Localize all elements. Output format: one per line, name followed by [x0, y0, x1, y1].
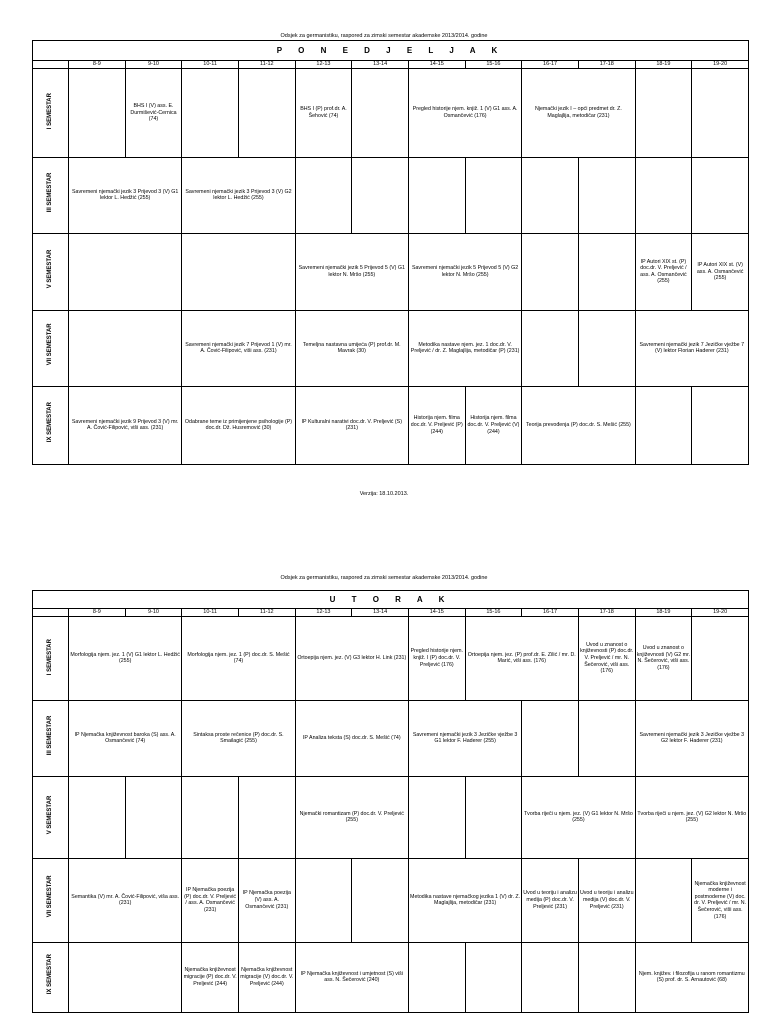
class-cell: IP Analiza teksta (S) doc.dr. S. Mešić (74) [295, 700, 408, 776]
semester-label: VII SEMESTAR [46, 322, 53, 365]
class-cell: Ortoepija njem. jez. (P) prof.dr. E. Zilić / mr. D. Marić, viši ass. (176) [465, 616, 578, 700]
class-cell: Ortoepija njem. jez. (V) G3 lektor H. Link (231) [295, 616, 408, 700]
class-cell: IP Njemačka književnost baroka (S) ass. A. Osmančević (74) [69, 700, 182, 776]
hours-row [33, 609, 749, 617]
semester-label: IX SEMESTAR [46, 401, 53, 442]
hour-cell: 9-10 [125, 609, 182, 617]
class-cell: BHS I (V) ass. E. Durmišević-Cernica (74) [125, 68, 182, 157]
day-title-tuesday: U T O R A K [33, 591, 749, 609]
class-cell: Tvorba riječi u njem. jez. (V) G2 lektor N. Mršo (255) [635, 776, 748, 858]
class-cell: Pregled historije njem. knjiž. I (P) doc.dr. V. Preljević (176) [408, 616, 465, 700]
class-cell: BHS I (P) prof.dr. A. Šehović (74) [295, 68, 352, 157]
class-cell: Savremeni njemački jezik 7 Prijevod 1 (V) mr. A. Čović-Filipović, viši ass. (231) [182, 310, 295, 386]
hour-cell: 18-19 [635, 61, 692, 69]
hour-cell: 15-16 [465, 61, 522, 69]
page-header-tuesday: Odsjek za germanistiku, raspored za zimski semestar akademske 2013/2014. godine [280, 575, 488, 581]
class-cell: Uvod u znanost o književnosti (P) doc.dr. V. Preljević / mr. N. Šečerović, viši ass. (176) [578, 616, 635, 700]
semester-label: III SEMESTAR [46, 172, 53, 212]
class-cell: Njemačka književnost migracije (P) doc.dr. V. Preljević (244) [182, 942, 239, 1012]
day-title-monday: P O N E D J E L J A K [33, 41, 749, 61]
hour-cell: 12-13 [295, 609, 352, 617]
hour-cell: 11-12 [238, 61, 295, 69]
hour-cell: 11-12 [238, 609, 295, 617]
hour-cell: 10-11 [182, 609, 239, 617]
class-cell: Tvorba riječi u njem. jez. (V) G1 lektor N. Mršo (255) [522, 776, 635, 858]
class-cell: Njemački romantizam (P) doc.dr. V. Preljević (255) [295, 776, 408, 858]
hour-cell: 14-15 [408, 609, 465, 617]
version-label: Verzija: 18.10.2013. [359, 491, 409, 497]
class-cell: Savremeni njemački jezik 5 Prijevod 5 (V) G1 lektor N. Mršo (255) [295, 233, 408, 310]
class-cell: IP Njemačka poezija (P) doc.dr. V. Preljević / ass. A. Osmančević (231) [182, 858, 239, 942]
hour-cell: 16-17 [522, 609, 579, 617]
class-cell: Pregled historije njem. knjiž. 1 (V) G1 ass. A. Osmančević (176) [408, 68, 521, 157]
class-cell: Savremeni njemački jezik 7 Jezičke vježbe 7 (V) lektor Florian Haderer (231) [635, 310, 748, 386]
hour-cell: 19-20 [692, 61, 749, 69]
class-cell: Sintaksa proste rečenice (P) doc.dr. S. Smailagić (255) [182, 700, 295, 776]
class-cell: Savremeni njemački jezik 3 Jezičke vježbe 3 G1 lektor F. Haderer (255) [408, 700, 521, 776]
class-cell: Metodika nastave njemačkog jezika 1 (V) dr. Z. Maglajlija, metodičar (231) [408, 858, 521, 942]
class-cell: Njemačka književnost migracije (V) doc.dr. V. Preljević (244) [238, 942, 295, 1012]
semester-label: V SEMESTAR [46, 795, 53, 834]
semester-label: IX SEMESTAR [46, 953, 53, 994]
class-cell: Metodika nastave njem. jez. 1 doc.dr. V. Preljević / dr. Z. Maglajlija, metodičar (P) (231) [408, 310, 521, 386]
class-cell: Savremeni njemački jezik 9 Prijevod 3 (V) mr. A. Čović-Filipović, viši ass. (231) [69, 386, 182, 464]
monday-schedule [32, 40, 749, 465]
class-cell: IP Njemačka književnost i umjetnost (S) viši ass. N. Šečerović (240) [295, 942, 408, 1012]
class-cell: Uvod u teoriju i analizu medija (V) doc.dr. V. Preljević (231) [578, 858, 635, 942]
semester-label: V SEMESTAR [46, 249, 53, 289]
semester-label: VII SEMESTAR [46, 874, 53, 917]
class-cell: Njemačka književnost moderne i postmoderne (V) doc. dr. V. Preljević / mr. N. Šečerović, viši ass. (176) [692, 858, 749, 942]
hour-cell: 19-20 [692, 609, 749, 617]
semester-label: III SEMESTAR [46, 715, 53, 755]
class-cell: Savremeni njemački jezik 3 Prijevod 3 (V) G1 lektor L. Hedžić (255) [69, 157, 182, 233]
class-cell: Uvod u znanost o književnosti (V) G2 mr. N. Šečerović, viši ass. (176) [635, 616, 692, 700]
class-cell: Morfologija njem. jez. 1 (V) G1 lektor L. Hedžić (255) [69, 616, 182, 700]
class-cell: Njem. književ. i filozofija u ranom romantizmu (S) prof. dr. S. Arnautović (68) [635, 942, 748, 1012]
semester-label: I SEMESTAR [46, 93, 53, 130]
hour-cell: 18-19 [635, 609, 692, 617]
class-cell: Historija njem. filma doc.dr. V. Preljević (V) (244) [465, 386, 522, 464]
hour-cell: 13-14 [352, 609, 409, 617]
hour-cell: 13-14 [352, 61, 409, 69]
class-cell: Savremeni njemački jezik 5 Prijevod 5 (V) G2 lektor N. Mršo (255) [408, 233, 521, 310]
hour-cell: 14-15 [408, 61, 465, 69]
hour-cell: 17-18 [578, 609, 635, 617]
semester-label: I SEMESTAR [46, 638, 53, 675]
hour-cell: 9-10 [125, 61, 182, 69]
hour-cell: 12-13 [295, 61, 352, 69]
hour-cell: 16-17 [522, 61, 579, 69]
class-cell: Odabrane teme iz primijenjene psihologije (P) doc.dr. Dž. Husremović (30) [182, 386, 295, 464]
class-cell: Njemački jezik I – opći predmet dr. Z. Maglajlija, metodičar (231) [522, 68, 635, 157]
hour-cell: 15-16 [465, 609, 522, 617]
class-cell: Historija njem. filma doc.dr. V. Preljević (P) (244) [408, 386, 465, 464]
class-cell: Savremeni njemački jezik 3 Jezičke vježbe 3 G2 lektor F. Haderer (231) [635, 700, 748, 776]
page-header-monday: Odsjek za germanistiku, raspored za zimski semestar akademske 2013/2014. godine [280, 33, 488, 39]
class-cell: IP Autori XIX st. (P) doc.dr. V. Preljević / ass. A. Osmančević (255) [635, 233, 692, 310]
class-cell: Uvod u teoriju i analizu medija (P) doc.dr. V. Preljević (231) [522, 858, 579, 942]
hour-cell: 10-11 [182, 61, 239, 69]
class-cell: IP Njemačka poezija (V) ass. A. Osmančević (231) [238, 858, 295, 942]
hour-cell: 8-9 [69, 609, 126, 617]
class-cell: Morfologija njem. jez. 1 (P) doc.dr. S. Mešić (74) [182, 616, 295, 700]
class-cell: IP Kulturalni narativi doc.dr. V. Preljević (S) (231) [295, 386, 408, 464]
class-cell: Temeljna nastavna umijeća (P) prof.dr. M. Mavrak (30) [295, 310, 408, 386]
class-cell: Semantika (V) mr. A. Čović-Filipović, viša ass. (231) [69, 858, 182, 942]
hour-cell: 8-9 [69, 61, 126, 69]
class-cell: Teorija prevođenja (P) doc.dr. S. Mešić (255) [522, 386, 635, 464]
class-cell: Savremeni njemački jezik 3 Prijevod 3 (V) G2 lektor L. Hedžić (255) [182, 157, 295, 233]
class-cell: IP Autori XIX st. (V) ass. A. Osmančević (255) [692, 233, 749, 310]
hour-cell: 17-18 [578, 61, 635, 69]
hours-row [33, 61, 749, 69]
tuesday-schedule [32, 590, 749, 1013]
